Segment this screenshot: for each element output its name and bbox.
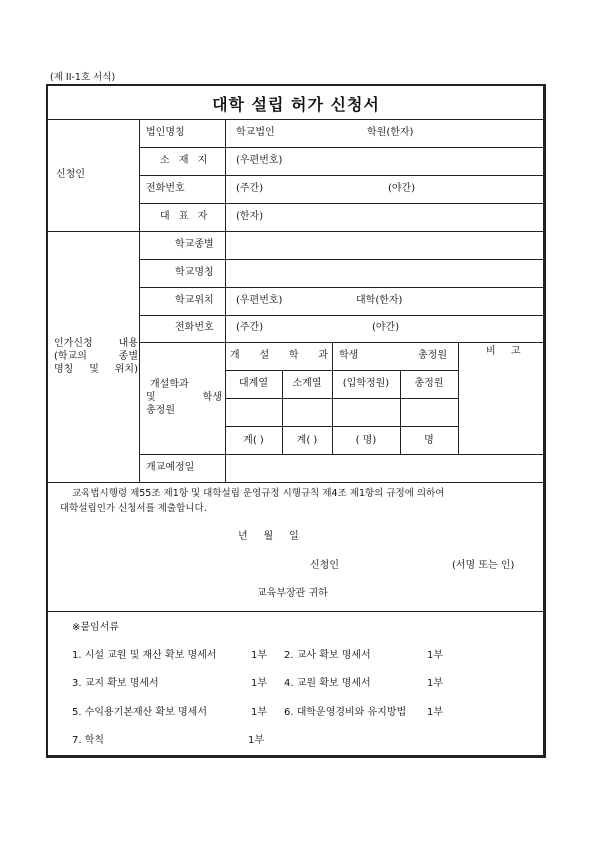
divider (225, 426, 458, 427)
statement-line-1: 교육법시행령 제55조 제1항 및 대학설립 운영규정 시행규칙 제4조 제1항의 규정에 의하여 (72, 488, 445, 499)
school-location-value: (우편번호) (236, 295, 283, 306)
sub-header-major-field: 대계열 (239, 378, 268, 389)
opening-date-label: 개교예정일 (146, 462, 195, 473)
divider (139, 342, 545, 343)
corp-name-value: 학교법인 (236, 127, 275, 138)
form-title: 대학 설립 허가 신청서 (212, 95, 380, 114)
attachment-count: 1부 (251, 707, 268, 718)
permit-section-label-1: 인가신청 내용 (54, 338, 138, 349)
address-value: (우편번호) (236, 155, 283, 166)
attachment-count: 1부 (251, 678, 268, 689)
sub-header-minor-field: 소계열 (292, 378, 322, 389)
attachment-item: 4. 교원 확보 명세서 (284, 678, 371, 689)
attachment-item: 7. 학칙 (72, 735, 105, 746)
permit-section-label-2: (학교의 종별 (54, 351, 138, 362)
school-phone-label: 전화번호 (175, 322, 214, 333)
dept-label-1: 개설학과 (150, 379, 189, 390)
statement-line-2: 대학설립인가 신청서를 제출합니다. (60, 503, 207, 514)
total-quota: 명 (424, 435, 434, 446)
divider (139, 259, 545, 260)
sub-header-admission-quota: (입학정원) (342, 378, 390, 389)
attachment-count: 1부 (248, 735, 265, 746)
total-header: 총정원 (418, 350, 447, 361)
divider (139, 147, 545, 148)
students-header: 학생 (339, 350, 359, 361)
permit-section-label-3: 명칭 및 위치) (54, 364, 138, 375)
recipient: 교육부장관 귀하 (257, 588, 328, 599)
divider (225, 398, 458, 399)
phone-day: (주간) (236, 183, 264, 194)
dept-label-3: 총정원 (146, 405, 175, 416)
attachment-item: 5. 수익용기본재산 확보 명세서 (72, 707, 207, 718)
divider (139, 315, 545, 316)
date-line: 년 월 일 (238, 531, 299, 542)
phone-label: 전화번호 (146, 183, 185, 194)
divider (139, 175, 545, 176)
form-number: (제 II-1호 서식) (50, 72, 116, 83)
attachments-heading: ※붙임서류 (72, 622, 120, 633)
divider (46, 231, 545, 232)
attachment-item: 1. 시설 교원 및 재산 확보 명세서 (72, 650, 217, 661)
divider (46, 611, 545, 612)
sub-header-total-quota: 총정원 (414, 378, 444, 389)
address-label: 소 재 지 (160, 155, 211, 166)
attachment-item: 6. 대학운영경비와 유지방법 (284, 707, 407, 718)
school-type-label: 학교종별 (175, 239, 214, 250)
divider (225, 370, 458, 371)
corp-name-label: 법인명칭 (146, 127, 185, 138)
attachment-count: 1부 (427, 650, 444, 661)
school-location-hanja: 대학(한자) (356, 295, 403, 306)
school-phone-day: (주간) (236, 322, 264, 333)
corp-name-hanja: 학원(한자) (367, 127, 414, 138)
school-location-label: 학교위치 (175, 295, 214, 306)
dept-header: 개 설 학 과 (230, 350, 328, 361)
attachment-item: 2. 교사 확보 명세서 (284, 650, 371, 661)
school-phone-night: (야간) (372, 322, 400, 333)
applicant-section-label: 신청인 (56, 169, 85, 180)
dept-label-2: 및 학생 (146, 392, 222, 403)
divider (458, 342, 459, 454)
divider (225, 119, 226, 482)
attachment-count: 1부 (427, 678, 444, 689)
remarks-header: 비 고 (486, 346, 527, 357)
total-minor-field: 계( ) (296, 435, 318, 446)
school-name-label: 학교명칭 (175, 267, 214, 278)
divider (139, 454, 545, 455)
total-major-field: 계( ) (243, 435, 264, 446)
attachment-item: 3. 교지 확보 명세서 (72, 678, 159, 689)
representative-value: (한자) (236, 211, 264, 222)
divider (139, 287, 545, 288)
signature-placeholder: (서명 또는 인) (452, 560, 515, 571)
divider (139, 203, 545, 204)
attachment-count: 1부 (427, 707, 444, 718)
divider (139, 119, 140, 482)
divider (46, 119, 545, 120)
attachment-count: 1부 (251, 650, 268, 661)
representative-label: 대 표 자 (160, 211, 211, 222)
applicant-sign-label: 신청인 (310, 560, 339, 571)
divider (46, 482, 545, 483)
phone-night: (야간) (388, 183, 416, 194)
total-admission: ( 명) (355, 435, 377, 446)
